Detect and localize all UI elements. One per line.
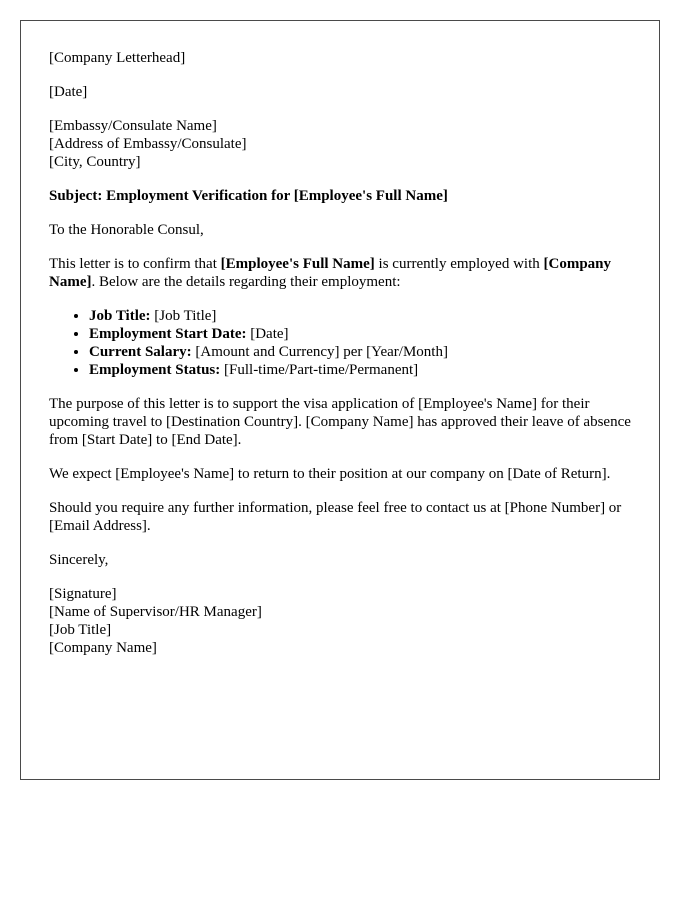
detail-value: [Full-time/Part-time/Permanent]: [220, 362, 419, 378]
intro-text-2: is currently employed with: [374, 256, 544, 272]
detail-label: Job Title:: [89, 308, 151, 324]
detail-value: [Job Title]: [150, 308, 217, 324]
detail-label: Employment Status:: [89, 362, 221, 378]
letter-subject: Subject: Employment Verification for [Employee's Full Name]: [49, 188, 448, 204]
embassy-name: [Embassy/Consulate Name]: [49, 118, 217, 134]
company-letterhead: [Company Letterhead]: [49, 50, 186, 66]
employee-full-name: [Employee's Full Name]: [220, 256, 375, 272]
detail-start-date: [89, 325, 634, 343]
letter-content: [49, 49, 634, 673]
detail-value: [Date]: [246, 326, 289, 342]
recipient-address-block: [49, 117, 634, 171]
company-name: [Company Name]: [49, 256, 612, 290]
intro-text-1: This letter is to confirm that: [49, 256, 221, 272]
return-paragraph: We expect [Employee's Name] to return to their position at our company on [Date of Return].: [49, 466, 611, 482]
embassy-city-country: [City, Country]: [49, 154, 141, 170]
detail-current-salary: [89, 343, 634, 361]
contact-paragraph: Should you require any further information, please feel free to contact us at [Phone Number] or [Email Address].: [49, 500, 622, 534]
intro-paragraph: [49, 255, 634, 291]
employment-details-list: [49, 307, 634, 379]
detail-employment-status: [89, 361, 634, 379]
intro-text-3: . Below are the details regarding their employment:: [91, 274, 401, 290]
detail-value: [Amount and Currency] per [Year/Month]: [191, 344, 448, 360]
signature: [Signature]: [49, 586, 117, 602]
detail-job-title: [89, 307, 634, 325]
signer-company: [Company Name]: [49, 640, 157, 656]
detail-label: Current Salary:: [89, 344, 192, 360]
letter-date: [Date]: [49, 84, 88, 100]
salutation: To the Honorable Consul,: [49, 222, 204, 238]
closing: Sincerely,: [49, 552, 109, 568]
signer-job-title: [Job Title]: [49, 622, 112, 638]
detail-label: Employment Start Date:: [89, 326, 247, 342]
letter-page: [20, 20, 660, 780]
signer-name: [Name of Supervisor/HR Manager]: [49, 604, 262, 620]
embassy-address: [Address of Embassy/Consulate]: [49, 136, 247, 152]
purpose-paragraph: The purpose of this letter is to support the visa application of [Employee's Name] for their upcoming travel to [Destination Country]. [Company Name] has approved their leave of absence from [Start Date] to [End Date].: [49, 396, 631, 448]
signature-block: [49, 585, 634, 657]
